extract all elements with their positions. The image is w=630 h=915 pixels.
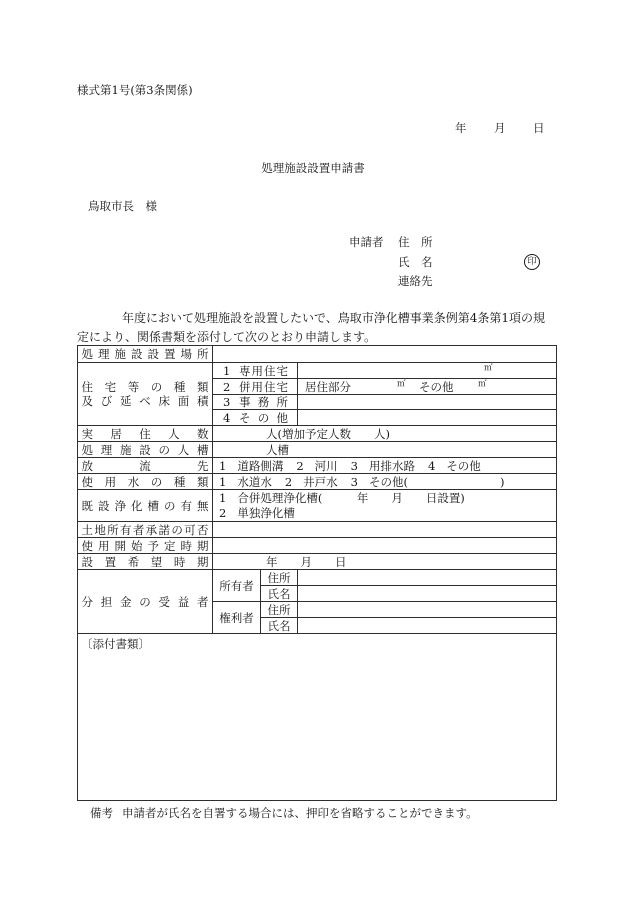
residents-value-cell <box>213 426 557 442</box>
start-date-value-cell <box>213 538 557 554</box>
option-label: 道路側溝 <box>237 458 284 473</box>
housing-area-wrap <box>298 364 556 378</box>
housing-label-line-1: 住宅等の種類 <box>81 380 209 394</box>
housing-type-number: 2 <box>223 379 231 394</box>
option-label: その他 <box>446 458 481 473</box>
water-source-row <box>78 474 557 490</box>
capacity-row <box>78 442 557 458</box>
option-number: 2 <box>284 474 293 489</box>
option-number: 3 <box>350 458 358 473</box>
outflow-label-cell <box>78 458 213 474</box>
mixed-use-area-cell <box>298 379 557 395</box>
housing-type-cell <box>213 379 298 395</box>
owner-address-label: 住所 <box>267 570 291 585</box>
water-source-option <box>219 475 285 489</box>
rights-holder-address-value-cell <box>298 602 557 618</box>
housing-label-line-2: 及び延べ床面積 <box>81 394 209 408</box>
beneficiary-label: 分担金の受益者 <box>81 594 209 609</box>
option-label: 水道水 <box>237 474 272 489</box>
intro-text-line-2: 定により、関係書類を添付して次のとおり申請します。 <box>77 330 377 344</box>
housing-label-cell <box>78 363 213 426</box>
install-date-value-cell <box>213 554 557 570</box>
mixed-use-wrap <box>298 380 556 394</box>
housing-type-number: 1 <box>223 363 231 378</box>
landowner-consent-row <box>78 522 557 538</box>
applicant-address-label: 住 所 <box>398 235 433 249</box>
housing-type-cell <box>213 395 298 410</box>
residential-part-label: 居住部分 <box>305 379 351 394</box>
option-label: 単独浄化槽 <box>237 506 295 520</box>
other-part-label: その他 <box>419 379 454 394</box>
outflow-option <box>351 459 428 473</box>
install-date-row <box>78 554 557 570</box>
outflow-options-cell <box>213 458 557 474</box>
option-number: 1 <box>219 458 227 473</box>
option-label: 合併処理浄化槽( 年 月 日設置) <box>237 491 465 505</box>
residents-value: 人(増加予定人数 人) <box>266 426 390 441</box>
attachments-label: 〔添付書類〕 <box>81 637 150 651</box>
water-source-options-cell <box>213 474 557 490</box>
outflow-row <box>78 458 557 474</box>
start-date-row <box>78 538 557 554</box>
date-line: 年 月 日 <box>455 121 546 135</box>
location-label: 処理施設設置場所 <box>81 347 209 361</box>
existing-tank-label: 既設浄化槽の有無 <box>81 498 209 513</box>
install-date-label: 設置希望時期 <box>81 554 209 569</box>
existing-tank-row <box>78 490 557 522</box>
option-label: 河川 <box>314 458 338 473</box>
install-date-value: 年 月 日 <box>266 554 347 569</box>
residential-area-unit: ㎡ <box>397 378 406 389</box>
water-source-option <box>285 475 351 489</box>
document-title: 処理施設設置申請書 <box>261 161 365 175</box>
housing-row-1 <box>78 363 557 379</box>
housing-type-cell <box>213 363 298 379</box>
option-number: 1 <box>219 474 227 489</box>
location-label-cell <box>78 346 213 363</box>
rights-holder-address-label-cell <box>261 602 298 618</box>
landowner-consent-label: 土地所有者承諾の可否 <box>81 522 209 537</box>
addressee: 鳥取市長 様 <box>88 199 157 213</box>
remarks-note <box>90 806 478 820</box>
housing-area-cell <box>298 395 557 410</box>
capacity-value-cell <box>213 442 557 458</box>
housing-type-name: 併用住宅 <box>239 379 288 394</box>
rights-holder-role-label: 権利者 <box>219 610 254 625</box>
seal-mark-icon: 印 <box>524 254 540 270</box>
water-source-label-cell <box>78 474 213 490</box>
install-date-label-cell <box>78 554 213 570</box>
residents-label: 実居住人数 <box>81 426 209 441</box>
applicant-label: 申請者 <box>349 235 384 249</box>
owner-name-label: 氏名 <box>267 586 291 601</box>
option-label: 用排水路 <box>368 458 415 473</box>
outflow-label: 放流先 <box>81 458 209 473</box>
owner-name-label-cell <box>261 586 298 602</box>
rights-holder-name-label-cell <box>261 618 298 634</box>
applicant-contact-label: 連絡先 <box>398 274 433 288</box>
landowner-consent-value-cell <box>213 522 557 538</box>
option-number: 1 <box>219 491 227 505</box>
start-date-label: 使用開始予定時期 <box>81 538 209 553</box>
water-source-label: 使用水の種類 <box>81 474 209 489</box>
owner-name-value-cell <box>298 586 557 602</box>
rights-holder-role-cell <box>213 602 261 634</box>
landowner-consent-label-cell <box>78 522 213 538</box>
rights-holder-name-value-cell <box>298 618 557 634</box>
water-source-option <box>351 475 518 489</box>
option-label: その他( ) <box>368 474 505 489</box>
capacity-label-cell <box>78 442 213 458</box>
applicant-name-label: 氏 名 <box>398 255 433 269</box>
option-number: 2 <box>219 506 227 520</box>
existing-tank-option <box>219 506 556 521</box>
attachments-cell <box>78 634 557 801</box>
rights-holder-name-label: 氏名 <box>267 618 291 633</box>
housing-type-name: 専用住宅 <box>239 363 288 378</box>
location-row <box>78 346 557 363</box>
housing-type-number: 3 <box>223 395 231 409</box>
remarks-label: 備考 <box>90 806 113 820</box>
option-number: 3 <box>350 474 358 489</box>
owner-address-value-cell <box>298 570 557 586</box>
housing-type-name: その他 <box>239 410 288 425</box>
residents-label-cell <box>78 426 213 442</box>
owner-address-label-cell <box>261 570 298 586</box>
beneficiary-label-cell <box>78 570 213 634</box>
application-table <box>77 345 557 801</box>
area-unit: ㎡ <box>484 362 493 373</box>
option-label: 井戸水 <box>303 474 338 489</box>
attachments-row <box>78 634 557 801</box>
rights-holder-address-label: 住所 <box>267 602 291 617</box>
owner-role-label: 所有者 <box>219 578 254 593</box>
housing-area-cell <box>298 363 557 379</box>
existing-tank-options-cell <box>213 490 557 522</box>
housing-type-name: 事務所 <box>239 395 288 409</box>
option-number: 2 <box>296 458 304 473</box>
location-value-cell <box>213 346 557 363</box>
outflow-option <box>296 459 350 473</box>
owner-role-cell <box>213 570 261 602</box>
start-date-label-cell <box>78 538 213 554</box>
outflow-option <box>428 459 494 473</box>
remarks-text: 申請者が氏名を自署する場合には、押印を省略することができます。 <box>122 806 478 820</box>
housing-type-number: 4 <box>223 410 231 425</box>
outflow-option <box>219 459 296 473</box>
capacity-label: 処理施設の人槽 <box>81 442 209 457</box>
housing-area-cell <box>298 410 557 426</box>
intro-text-line-1: 年度において処理施設を設置したいで、鳥取市浄化槽事業条例第4条第1項の規 <box>122 311 546 325</box>
capacity-value: 人槽 <box>266 442 289 457</box>
housing-type-cell <box>213 410 298 426</box>
residents-row <box>78 426 557 442</box>
beneficiary-row-1 <box>78 570 557 586</box>
form-number: 様式第1号(第3条関係) <box>77 83 193 97</box>
existing-tank-option <box>219 491 556 506</box>
other-area-unit: ㎡ <box>478 378 487 389</box>
existing-tank-label-cell <box>78 490 213 522</box>
option-number: 4 <box>427 458 436 473</box>
